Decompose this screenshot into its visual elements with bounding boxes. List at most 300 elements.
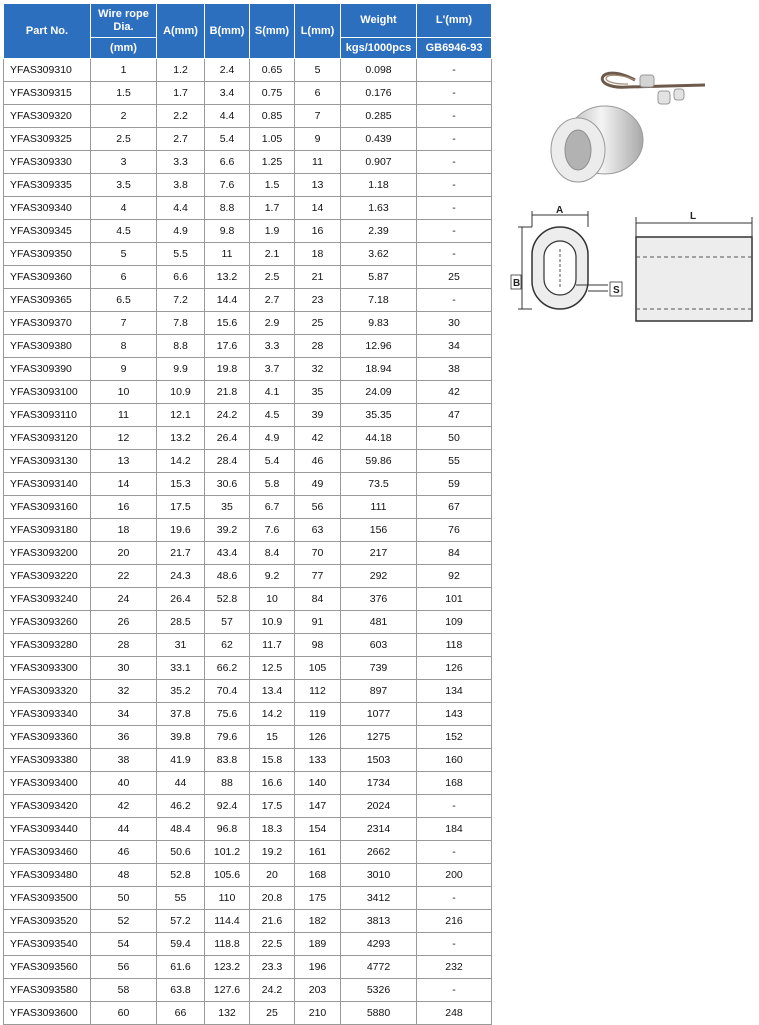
cell-l: 77 — [295, 565, 341, 588]
cell-part-no: YFAS309340 — [4, 197, 91, 220]
cell-l: 35 — [295, 381, 341, 404]
cell-s: 24.2 — [250, 979, 295, 1002]
cell-l: 13 — [295, 174, 341, 197]
cell-wire-rope-dia: 54 — [91, 933, 157, 956]
cell-s: 7.6 — [250, 519, 295, 542]
cell-l: 11 — [295, 151, 341, 174]
cell-weight: 1.63 — [341, 197, 417, 220]
cell-l-prime: - — [417, 105, 492, 128]
cell-l-prime: 232 — [417, 956, 492, 979]
col-header-l-prime-std: GB6946-93 — [417, 38, 492, 59]
cell-part-no: YFAS3093400 — [4, 772, 91, 795]
cell-part-no: YFAS3093340 — [4, 703, 91, 726]
cell-s: 15.8 — [250, 749, 295, 772]
table-row — [4, 749, 492, 772]
side-view-drawing — [632, 205, 757, 325]
table-row — [4, 933, 492, 956]
cell-l-prime: - — [417, 243, 492, 266]
cell-weight: 12.96 — [341, 335, 417, 358]
cell-l-prime: 143 — [417, 703, 492, 726]
cell-l: 98 — [295, 634, 341, 657]
cell-wire-rope-dia: 1 — [91, 59, 157, 82]
oval-sleeve-icon — [532, 227, 588, 309]
cell-a: 14.2 — [157, 450, 205, 473]
cell-l: 168 — [295, 864, 341, 887]
cell-b: 114.4 — [205, 910, 250, 933]
cell-part-no: YFAS3093460 — [4, 841, 91, 864]
cell-weight: 2.39 — [341, 220, 417, 243]
cell-part-no: YFAS309350 — [4, 243, 91, 266]
cell-l: 70 — [295, 542, 341, 565]
cell-a: 1.7 — [157, 82, 205, 105]
cell-l: 196 — [295, 956, 341, 979]
cell-part-no: YFAS3093260 — [4, 611, 91, 634]
table-row — [4, 427, 492, 450]
spec-table-body — [4, 59, 492, 1025]
cell-l-prime: - — [417, 59, 492, 82]
table-row — [4, 611, 492, 634]
table-row — [4, 82, 492, 105]
cell-weight: 0.285 — [341, 105, 417, 128]
cell-part-no: YFAS3093180 — [4, 519, 91, 542]
cell-l: 6 — [295, 82, 341, 105]
cell-l-prime: 25 — [417, 266, 492, 289]
cell-s: 23.3 — [250, 956, 295, 979]
cell-b: 105.6 — [205, 864, 250, 887]
cell-a: 5.5 — [157, 243, 205, 266]
cell-part-no: YFAS3093380 — [4, 749, 91, 772]
cell-l-prime: - — [417, 197, 492, 220]
cell-b: 79.6 — [205, 726, 250, 749]
table-row — [4, 565, 492, 588]
col-header-wire-rope-unit: (mm) — [91, 38, 157, 59]
cell-b: 123.2 — [205, 956, 250, 979]
cell-b: 9.8 — [205, 220, 250, 243]
table-row — [4, 887, 492, 910]
header-row — [4, 4, 492, 38]
cell-l: 56 — [295, 496, 341, 519]
cell-wire-rope-dia: 42 — [91, 795, 157, 818]
cell-s: 11.7 — [250, 634, 295, 657]
cell-l: 42 — [295, 427, 341, 450]
table-row — [4, 473, 492, 496]
cell-l: 63 — [295, 519, 341, 542]
cell-a: 15.3 — [157, 473, 205, 496]
cell-weight: 5.87 — [341, 266, 417, 289]
cell-l-prime: 160 — [417, 749, 492, 772]
cell-l: 175 — [295, 887, 341, 910]
table-row — [4, 795, 492, 818]
cell-s: 5.8 — [250, 473, 295, 496]
cell-s: 1.7 — [250, 197, 295, 220]
cell-s: 15 — [250, 726, 295, 749]
sleeve-side-icon — [636, 237, 752, 321]
cell-l: 18 — [295, 243, 341, 266]
cell-l-prime: - — [417, 151, 492, 174]
col-header-a: A(mm) — [157, 4, 205, 59]
cell-a: 13.2 — [157, 427, 205, 450]
cell-b: 48.6 — [205, 565, 250, 588]
cell-a: 35.2 — [157, 680, 205, 703]
cell-a: 3.3 — [157, 151, 205, 174]
table-row — [4, 910, 492, 933]
cell-weight: 2024 — [341, 795, 417, 818]
cell-a: 55 — [157, 887, 205, 910]
end-view-drawing — [508, 205, 633, 325]
cell-part-no: YFAS3093500 — [4, 887, 91, 910]
cell-s: 19.2 — [250, 841, 295, 864]
cell-a: 7.8 — [157, 312, 205, 335]
cell-l-prime: - — [417, 933, 492, 956]
cell-b: 66.2 — [205, 657, 250, 680]
cell-l-prime: 134 — [417, 680, 492, 703]
cell-part-no: YFAS3093120 — [4, 427, 91, 450]
cell-l: 84 — [295, 588, 341, 611]
cell-b: 88 — [205, 772, 250, 795]
cell-b: 6.6 — [205, 151, 250, 174]
table-row — [4, 450, 492, 473]
cell-weight: 2314 — [341, 818, 417, 841]
cell-weight: 3.62 — [341, 243, 417, 266]
cell-b: 43.4 — [205, 542, 250, 565]
col-header-wire-rope-dia: Wire rope Dia. — [91, 4, 157, 38]
cell-b: 14.4 — [205, 289, 250, 312]
cell-weight: 3813 — [341, 910, 417, 933]
cell-a: 7.2 — [157, 289, 205, 312]
cell-weight: 897 — [341, 680, 417, 703]
cell-part-no: YFAS309335 — [4, 174, 91, 197]
cell-weight: 35.35 — [341, 404, 417, 427]
cell-s: 0.65 — [250, 59, 295, 82]
cell-l-prime: - — [417, 887, 492, 910]
cell-l-prime: 248 — [417, 1002, 492, 1025]
cell-weight: 0.176 — [341, 82, 417, 105]
cell-b: 110 — [205, 887, 250, 910]
cell-weight: 111 — [341, 496, 417, 519]
cell-part-no: YFAS3093240 — [4, 588, 91, 611]
cell-s: 2.7 — [250, 289, 295, 312]
cell-weight: 1503 — [341, 749, 417, 772]
cell-weight: 1275 — [341, 726, 417, 749]
dim-a-label: A — [556, 205, 564, 216]
table-row — [4, 404, 492, 427]
cell-a: 4.9 — [157, 220, 205, 243]
dim-l-label: L — [690, 211, 697, 222]
cell-s: 25 — [250, 1002, 295, 1025]
cell-wire-rope-dia: 14 — [91, 473, 157, 496]
table-row — [4, 151, 492, 174]
cell-b: 30.6 — [205, 473, 250, 496]
cell-weight: 603 — [341, 634, 417, 657]
col-header-l: L(mm) — [295, 4, 341, 59]
cell-wire-rope-dia: 4.5 — [91, 220, 157, 243]
cell-l-prime: 76 — [417, 519, 492, 542]
cell-a: 46.2 — [157, 795, 205, 818]
cell-l: 182 — [295, 910, 341, 933]
cell-part-no: YFAS309320 — [4, 105, 91, 128]
cell-b: 28.4 — [205, 450, 250, 473]
cell-part-no: YFAS3093600 — [4, 1002, 91, 1025]
cell-l: 161 — [295, 841, 341, 864]
cell-s: 20.8 — [250, 887, 295, 910]
cell-l: 154 — [295, 818, 341, 841]
cell-l-prime: - — [417, 289, 492, 312]
cell-s: 12.5 — [250, 657, 295, 680]
cell-b: 83.8 — [205, 749, 250, 772]
cell-s: 9.2 — [250, 565, 295, 588]
table-row — [4, 542, 492, 565]
cell-b: 2.4 — [205, 59, 250, 82]
cell-weight: 292 — [341, 565, 417, 588]
cell-wire-rope-dia: 28 — [91, 634, 157, 657]
cell-a: 8.8 — [157, 335, 205, 358]
cell-b: 4.4 — [205, 105, 250, 128]
table-row — [4, 1002, 492, 1025]
cell-b: 35 — [205, 496, 250, 519]
cell-s: 10.9 — [250, 611, 295, 634]
cell-wire-rope-dia: 46 — [91, 841, 157, 864]
cell-b: 13.2 — [205, 266, 250, 289]
cell-wire-rope-dia: 48 — [91, 864, 157, 887]
cell-weight: 2662 — [341, 841, 417, 864]
cell-l-prime: 84 — [417, 542, 492, 565]
cell-b: 132 — [205, 1002, 250, 1025]
cell-weight: 1.18 — [341, 174, 417, 197]
table-row — [4, 864, 492, 887]
cell-l-prime: - — [417, 979, 492, 1002]
cell-s: 2.9 — [250, 312, 295, 335]
cell-b: 62 — [205, 634, 250, 657]
cell-l: 25 — [295, 312, 341, 335]
col-header-weight: Weight — [341, 4, 417, 38]
cell-weight: 7.18 — [341, 289, 417, 312]
cell-b: 92.4 — [205, 795, 250, 818]
cell-a: 66 — [157, 1002, 205, 1025]
cell-weight: 5880 — [341, 1002, 417, 1025]
cell-a: 12.1 — [157, 404, 205, 427]
cell-l: 105 — [295, 657, 341, 680]
cell-a: 33.1 — [157, 657, 205, 680]
cell-wire-rope-dia: 60 — [91, 1002, 157, 1025]
cell-l-prime: - — [417, 128, 492, 151]
cell-a: 2.2 — [157, 105, 205, 128]
cell-a: 21.7 — [157, 542, 205, 565]
cell-wire-rope-dia: 44 — [91, 818, 157, 841]
cell-wire-rope-dia: 50 — [91, 887, 157, 910]
cell-weight: 1077 — [341, 703, 417, 726]
cell-weight: 3010 — [341, 864, 417, 887]
cell-weight: 0.907 — [341, 151, 417, 174]
cell-wire-rope-dia: 13 — [91, 450, 157, 473]
cell-a: 31 — [157, 634, 205, 657]
cell-l-prime: 92 — [417, 565, 492, 588]
cell-a: 41.9 — [157, 749, 205, 772]
table-row — [4, 197, 492, 220]
table-row — [4, 634, 492, 657]
table-row — [4, 312, 492, 335]
table-row — [4, 243, 492, 266]
cell-s: 1.9 — [250, 220, 295, 243]
cell-wire-rope-dia: 7 — [91, 312, 157, 335]
cell-l: 189 — [295, 933, 341, 956]
cell-weight: 0.439 — [341, 128, 417, 151]
cell-l-prime: 50 — [417, 427, 492, 450]
cell-l: 147 — [295, 795, 341, 818]
cell-b: 7.6 — [205, 174, 250, 197]
cell-wire-rope-dia: 20 — [91, 542, 157, 565]
cell-a: 24.3 — [157, 565, 205, 588]
cell-l: 203 — [295, 979, 341, 1002]
cell-s: 22.5 — [250, 933, 295, 956]
cell-part-no: YFAS3093280 — [4, 634, 91, 657]
cell-b: 57 — [205, 611, 250, 634]
cell-l-prime: 59 — [417, 473, 492, 496]
cell-a: 52.8 — [157, 864, 205, 887]
cell-a: 44 — [157, 772, 205, 795]
cell-wire-rope-dia: 30 — [91, 657, 157, 680]
cell-a: 10.9 — [157, 381, 205, 404]
cell-b: 15.6 — [205, 312, 250, 335]
cell-wire-rope-dia: 3 — [91, 151, 157, 174]
cell-l-prime: 200 — [417, 864, 492, 887]
cell-a: 17.5 — [157, 496, 205, 519]
cell-wire-rope-dia: 6 — [91, 266, 157, 289]
cell-a: 28.5 — [157, 611, 205, 634]
cell-part-no: YFAS3093140 — [4, 473, 91, 496]
cell-part-no: YFAS309315 — [4, 82, 91, 105]
cell-s: 3.7 — [250, 358, 295, 381]
cell-weight: 9.83 — [341, 312, 417, 335]
cell-a: 61.6 — [157, 956, 205, 979]
cell-s: 2.5 — [250, 266, 295, 289]
cell-l: 23 — [295, 289, 341, 312]
cell-s: 1.5 — [250, 174, 295, 197]
cell-b: 118.8 — [205, 933, 250, 956]
cell-weight: 217 — [341, 542, 417, 565]
table-row — [4, 979, 492, 1002]
cell-part-no: YFAS3093300 — [4, 657, 91, 680]
cell-l-prime: 38 — [417, 358, 492, 381]
cell-l-prime: - — [417, 174, 492, 197]
cell-s: 6.7 — [250, 496, 295, 519]
cell-s: 1.05 — [250, 128, 295, 151]
cell-b: 39.2 — [205, 519, 250, 542]
cell-a: 57.2 — [157, 910, 205, 933]
cell-s: 2.1 — [250, 243, 295, 266]
table-row — [4, 105, 492, 128]
cell-l: 210 — [295, 1002, 341, 1025]
cell-part-no: YFAS3093320 — [4, 680, 91, 703]
cell-l: 126 — [295, 726, 341, 749]
cell-l: 112 — [295, 680, 341, 703]
cell-wire-rope-dia: 56 — [91, 956, 157, 979]
table-row — [4, 59, 492, 82]
cell-part-no: YFAS3093360 — [4, 726, 91, 749]
cell-weight: 4293 — [341, 933, 417, 956]
cell-l-prime: 34 — [417, 335, 492, 358]
cell-b: 96.8 — [205, 818, 250, 841]
cell-wire-rope-dia: 9 — [91, 358, 157, 381]
cell-l-prime: 42 — [417, 381, 492, 404]
cell-weight: 5326 — [341, 979, 417, 1002]
cell-b: 17.6 — [205, 335, 250, 358]
cell-l-prime: 47 — [417, 404, 492, 427]
table-row — [4, 818, 492, 841]
cell-a: 50.6 — [157, 841, 205, 864]
cell-wire-rope-dia: 16 — [91, 496, 157, 519]
col-header-l-prime: L'(mm) — [417, 4, 492, 38]
cell-a: 19.6 — [157, 519, 205, 542]
cell-l-prime: 152 — [417, 726, 492, 749]
cell-part-no: YFAS309390 — [4, 358, 91, 381]
cell-wire-rope-dia: 2 — [91, 105, 157, 128]
cell-s: 0.75 — [250, 82, 295, 105]
cell-weight: 739 — [341, 657, 417, 680]
cell-s: 17.5 — [250, 795, 295, 818]
cell-part-no: YFAS3093440 — [4, 818, 91, 841]
table-row — [4, 266, 492, 289]
cell-weight: 1734 — [341, 772, 417, 795]
cell-l-prime: 126 — [417, 657, 492, 680]
cell-l: 7 — [295, 105, 341, 128]
cell-b: 52.8 — [205, 588, 250, 611]
cell-part-no: YFAS3093560 — [4, 956, 91, 979]
cell-b: 3.4 — [205, 82, 250, 105]
cell-part-no: YFAS309345 — [4, 220, 91, 243]
cell-part-no: YFAS3093200 — [4, 542, 91, 565]
cell-wire-rope-dia: 18 — [91, 519, 157, 542]
cell-wire-rope-dia: 12 — [91, 427, 157, 450]
cell-l-prime: 216 — [417, 910, 492, 933]
cell-s: 21.6 — [250, 910, 295, 933]
cell-weight: 156 — [341, 519, 417, 542]
table-row — [4, 358, 492, 381]
cell-weight: 24.09 — [341, 381, 417, 404]
cell-s: 20 — [250, 864, 295, 887]
cell-part-no: YFAS3093220 — [4, 565, 91, 588]
col-header-weight-unit: kgs/1000pcs — [341, 38, 417, 59]
cell-a: 6.6 — [157, 266, 205, 289]
cell-l-prime: 55 — [417, 450, 492, 473]
cell-s: 4.5 — [250, 404, 295, 427]
cell-weight: 18.94 — [341, 358, 417, 381]
cell-a: 26.4 — [157, 588, 205, 611]
cell-part-no: YFAS3093480 — [4, 864, 91, 887]
cell-l: 119 — [295, 703, 341, 726]
table-row — [4, 335, 492, 358]
cell-l: 14 — [295, 197, 341, 220]
cell-s: 5.4 — [250, 450, 295, 473]
table-row — [4, 703, 492, 726]
table-row — [4, 381, 492, 404]
cell-part-no: YFAS309360 — [4, 266, 91, 289]
cell-l: 133 — [295, 749, 341, 772]
cell-a: 1.2 — [157, 59, 205, 82]
cell-weight: 44.18 — [341, 427, 417, 450]
cell-a: 2.7 — [157, 128, 205, 151]
cell-s: 8.4 — [250, 542, 295, 565]
cell-part-no: YFAS309380 — [4, 335, 91, 358]
cell-s: 13.4 — [250, 680, 295, 703]
table-row — [4, 726, 492, 749]
cell-part-no: YFAS309325 — [4, 128, 91, 151]
cell-part-no: YFAS309370 — [4, 312, 91, 335]
cell-l-prime: 67 — [417, 496, 492, 519]
wire-rope-loop-icon — [602, 73, 705, 104]
cell-a: 48.4 — [157, 818, 205, 841]
cell-s: 4.9 — [250, 427, 295, 450]
cell-l-prime: - — [417, 841, 492, 864]
